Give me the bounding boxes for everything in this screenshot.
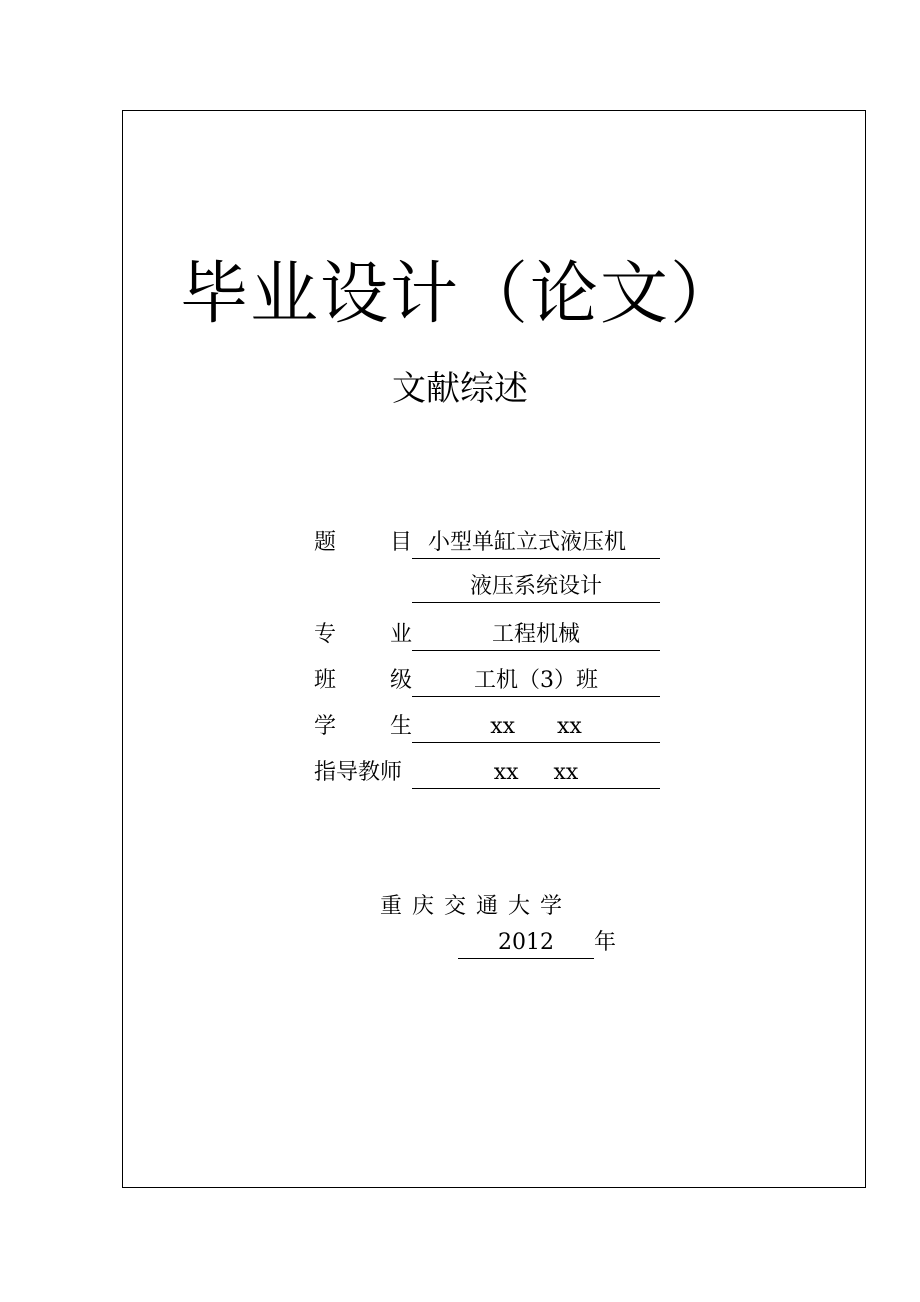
main-title: 毕业设计（论文） — [179, 255, 740, 334]
advisor-label: 指导教师 — [314, 760, 403, 785]
major-label-b: 业 — [389, 622, 412, 647]
topic-value-line2: 液压系统设计 — [412, 572, 660, 603]
topic-label-a: 题 — [314, 530, 337, 555]
year-value: 2012 — [458, 928, 594, 959]
student-label — [314, 712, 412, 742]
topic-label — [314, 528, 412, 558]
major-label — [314, 620, 412, 650]
student-value: xx xx — [412, 712, 660, 743]
class-label-a: 班 — [314, 668, 337, 693]
topic-value-line1: 小型单缸立式液压机 — [412, 528, 660, 559]
year-unit: 年 — [594, 930, 617, 955]
student-label-a: 学 — [314, 714, 337, 739]
class-value: 工机（3）班 — [412, 666, 660, 697]
major-value: 工程机械 — [412, 620, 660, 651]
major-label-a: 专 — [314, 622, 337, 647]
class-label — [314, 666, 412, 696]
university-name: 重庆交通大学 — [380, 894, 573, 919]
advisor-value: xx xx — [412, 758, 660, 789]
sub-title: 文献综述 — [392, 369, 528, 409]
class-label-b: 级 — [389, 668, 412, 693]
topic-label-b: 目 — [389, 530, 412, 555]
student-label-b: 生 — [389, 714, 412, 739]
